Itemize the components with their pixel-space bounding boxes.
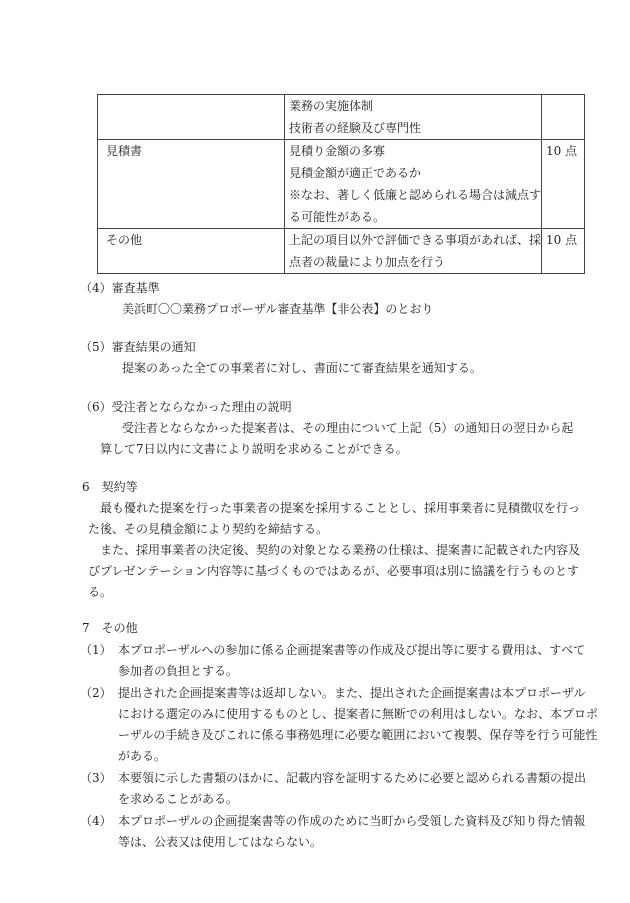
list-item-line: における選定のみに使用するものとし、提案者に無断での利用はしない。なお、本プロポ xyxy=(118,707,599,721)
section-heading: 7 その他 xyxy=(82,621,138,635)
list-item-line: を求めることがある。 xyxy=(118,792,239,806)
list-item-line: 提出された企画提案書等は返却しない。また、提出された企画提案書は本プロポーザル xyxy=(118,686,586,700)
list-item-line: 本要領に示した書類のほかに、記載内容を証明するために必要と認められる書類の提出 xyxy=(118,771,587,785)
paragraph-line: びプレゼンテーション内容等に基づくものではあるが、必要事項は別に協議を行うものとす xyxy=(88,564,580,578)
table-cell-points xyxy=(542,95,585,140)
criteria-line: ※なお、著しく低廉と認められる場合は減点す xyxy=(289,188,542,202)
paragraph-line: る。 xyxy=(88,585,113,599)
list-item-line: 本プロポーザルへの参加に係る企画提案書等の作成及び提出等に要する費用は、すべて xyxy=(118,643,586,657)
criteria-line: 技術者の経験及び専門性 xyxy=(289,121,422,135)
list-item-label: （4） xyxy=(80,814,112,828)
criteria-line: 点者の裁量により加点を行う xyxy=(289,255,446,269)
table-cell-criteria xyxy=(285,95,542,140)
section-heading: 6 契約等 xyxy=(82,480,138,494)
evaluation-table xyxy=(97,94,585,274)
table-row xyxy=(98,95,585,140)
table-cell-category xyxy=(98,95,285,140)
criteria-line: 上記の項目以外で評価できる事項があれば、採 xyxy=(289,233,542,247)
paragraph-line: 受注者とならなかった提案者は、その理由について上記（5）の通知日の翌日から起 xyxy=(122,421,574,435)
table-cell-points: 10 点 xyxy=(542,140,585,229)
table-cell-criteria xyxy=(285,229,542,274)
criteria-line: 業務の実施体制 xyxy=(289,99,374,113)
table-row xyxy=(98,140,585,229)
paragraph-line: また、採用事業者の決定後、契約の対象となる業務の仕様は、提案書に記載された内容及 xyxy=(100,543,581,557)
paragraph-line: 算して7日以内に文書により説明を求めることができる。 xyxy=(100,442,408,456)
paragraph-line: た後、その見積金額により契約を締結する。 xyxy=(88,522,329,536)
criteria-line: 見積金額が適正であるか xyxy=(289,166,422,180)
table-cell-category: その他 xyxy=(98,229,285,274)
table-cell-category: 見積書 xyxy=(98,140,285,229)
list-item-label: （2） xyxy=(80,686,112,700)
table-cell-points: 10 点 xyxy=(542,229,585,274)
list-item-line: ーザルの手続き及びこれに係る事務処理に必要な範囲において複製、保存等を行う可能性 xyxy=(118,728,598,742)
list-item-line: 本プロポーザルの企画提案書等の作成のために当町から受領した資料及び知り得た情報 xyxy=(118,814,586,828)
table-row xyxy=(98,229,585,274)
criteria-line: る可能性がある。 xyxy=(289,210,386,224)
list-item-line: 参加者の負担とする。 xyxy=(118,664,239,678)
paragraph-line: 最も優れた提案を行った事業者の提案を採用することとし、採用事業者に見積徴収を行っ xyxy=(100,501,581,515)
paragraph-line: 提案のあった全ての事業者に対し、書面にて審査結果を通知する。 xyxy=(122,361,482,375)
paragraph-line: 美浜町〇〇業務プロポーザル審査基準【非公表】のとおり xyxy=(122,302,434,316)
list-item-line: がある。 xyxy=(118,749,167,763)
list-item-line: 等は、公表又は使用してはならない。 xyxy=(118,835,323,849)
section-heading: （6）受注者とならなかった理由の説明 xyxy=(80,400,292,414)
list-item-label: （1） xyxy=(80,643,112,657)
criteria-line: 見積り金額の多寡 xyxy=(289,144,386,158)
table-cell-criteria xyxy=(285,140,542,229)
section-heading: （4）審査基準 xyxy=(80,281,160,295)
section-heading: （5）審査結果の通知 xyxy=(80,340,196,354)
list-item-label: （3） xyxy=(80,771,112,785)
